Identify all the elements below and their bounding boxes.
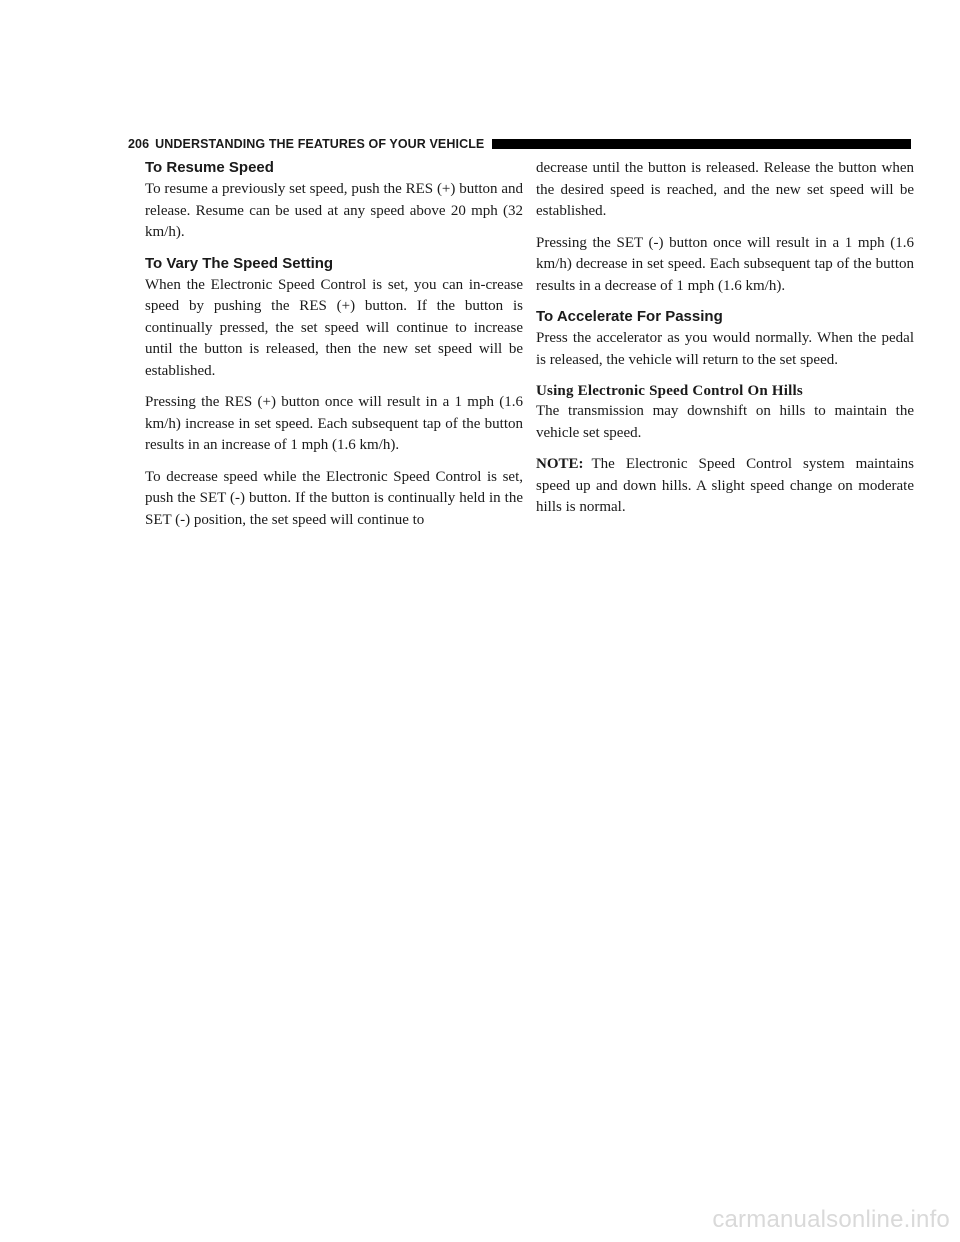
- heading-vary-speed: To Vary The Speed Setting: [145, 254, 334, 272]
- note-label: NOTE:: [536, 456, 584, 472]
- heading-accelerate-passing: To Accelerate For Passing: [536, 308, 723, 325]
- note-text: The Electronic Speed Control system maintains speed up and down hills. A slight speed change on moderate hills is normal.: [536, 456, 914, 515]
- left-column: [145, 158, 523, 531]
- paragraph-vary-speed-1: When the Electronic Speed Control is set, you can in-crease speed by pushing the RES (+) button. If the button is continually pressed, the set speed will continue to increase until the button is released, then the new set speed will be established.: [145, 276, 523, 379]
- paragraph-accelerate-passing: Press the accelerator as you would normally. When the pedal is released, the vehicle will return to the set speed.: [536, 330, 914, 368]
- paragraph-resume-speed: To resume a previously set speed, push the RES (+) button and release. Resume can be used at any speed above 20 mph (32 km/h).: [145, 181, 523, 240]
- paragraph-vary-speed-2: Pressing the RES (+) button once will result in a 1 mph (1.6 km/h) increase in set speed. Each subsequent tap of the button results in an increase of 1 mph (1.6 km/h).: [145, 394, 523, 453]
- paragraph-vary-speed-3: To decrease speed while the Electronic Speed Control is set, push the SET (-) button. If the button is continually held in the SET (-) position, the set speed will continue to: [145, 468, 523, 528]
- running-head: UNDERSTANDING THE FEATURES OF YOUR VEHICLE: [155, 137, 485, 151]
- page-number: 206: [128, 137, 150, 151]
- footer-watermark: carmanualsonline.info: [712, 1206, 950, 1233]
- heading-resume-speed: To Resume Speed: [145, 159, 274, 176]
- heading-hills: Using Electronic Speed Control On Hills: [536, 383, 803, 399]
- note-paragraph: [536, 454, 914, 519]
- paragraph-hills: The transmission may downshift on hills to maintain the vehicle set speed.: [536, 403, 914, 441]
- paragraph-decrease-continued: decrease until the button is released. Release the button when the desired speed is reached, and the new set speed will be established.: [536, 160, 914, 219]
- page-header: [128, 137, 911, 151]
- header-rule: [492, 139, 911, 149]
- right-column: [536, 158, 914, 529]
- paragraph-set-tap: Pressing the SET (-) button once will result in a 1 mph (1.6 km/h) decrease in set speed. Each subsequent tap of the button results in a decrease of 1 mph (1.6 km/h).: [536, 234, 914, 294]
